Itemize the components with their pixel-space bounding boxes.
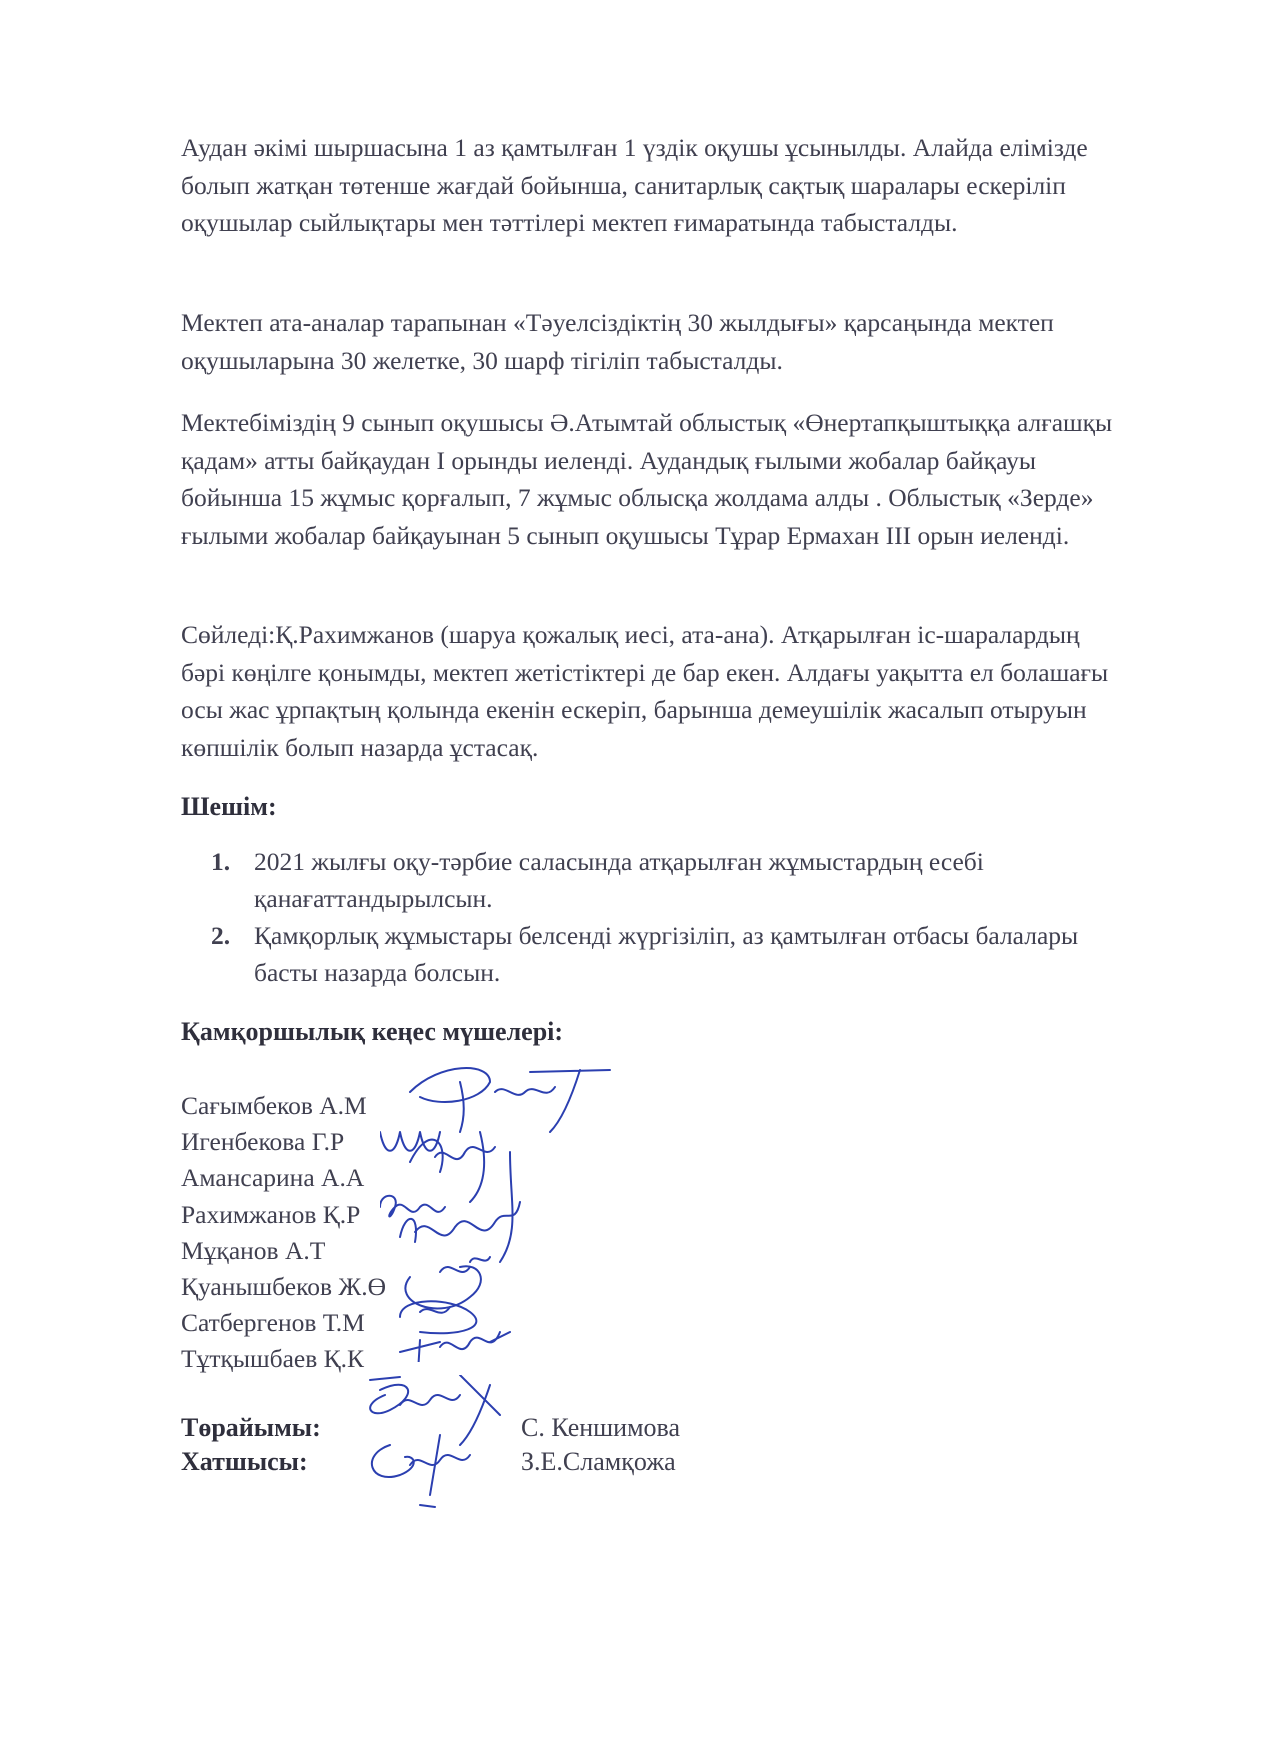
members-list	[181, 1088, 386, 1378]
decision-item	[181, 917, 1121, 991]
signature-stroke	[400, 1301, 476, 1333]
member-name: Сағымбеков А.М	[181, 1091, 367, 1120]
signature-stroke	[400, 1152, 520, 1262]
member-signatures	[380, 1062, 620, 1362]
signature-stroke	[400, 1332, 510, 1362]
member-name: Қуанышбеков Ж.Ө	[181, 1272, 387, 1302]
officer-name: З.Е.Сламқожа	[521, 1447, 676, 1476]
decision-number: 1.	[211, 847, 231, 876]
member-name: Рахимжанов Қ.Р	[181, 1199, 361, 1229]
member-name: Сатбергенов Т.М	[181, 1308, 365, 1338]
member-name: Тұтқышбаев Қ.К	[181, 1344, 365, 1374]
signature-stroke	[380, 1122, 440, 1172]
officer-role: Хатшысы:	[181, 1447, 308, 1476]
signature-stroke	[410, 1068, 610, 1132]
decision-item	[181, 843, 1121, 917]
decision-list	[181, 843, 1121, 991]
paragraph-3: Мектебіміздің 9 сынып оқушысы Ә.Атымтай облыстық «Өнертапқыштыққа алғашқы қадам» атты байқаудан І орынды иеленді. Аудандық ғылыми жобалар байқауы бойынша 15 жұмыс қорғалып, 7 жұмыс облысқа жолдама алды . Облыстық «Зерде» ғылыми жобалар байқауынан 5 сынып оқушысы Тұрар Ермахан ІІІ орын иеленді.	[181, 408, 1113, 550]
signature-stroke	[380, 1196, 445, 1217]
members-heading: Қамқоршылық кеңес мүшелері:	[181, 1017, 564, 1046]
decision-number: 2.	[211, 921, 231, 950]
member-name: Мұқанов А.Т	[181, 1235, 326, 1265]
officer-role: Төрайымы:	[181, 1413, 321, 1442]
member-name: Игенбекова Г.Р	[181, 1127, 345, 1157]
officer-name: С. Кеншимова	[521, 1413, 681, 1442]
signature-stroke	[405, 1257, 490, 1308]
decision-text: 2021 жылғы оқу-тәрбие саласында атқарылған жұмыстардың есебі қанағаттандырылсын.	[254, 847, 984, 913]
signature-stroke	[370, 1375, 500, 1445]
officer-signatures	[360, 1375, 520, 1515]
paragraph-2: Мектеп ата-аналар тарапынан «Тәуелсіздіктің 30 жылдығы» қарсаңында мектеп оқушыларына 30 желетке, 30 шарф тігіліп табысталды.	[181, 308, 1054, 375]
paragraph-1: Аудан әкімі шыршасына 1 аз қамтылған 1 үздік оқушы ұсынылды. Алайда елімізде болып жатқан төтенше жағдай бойынша, санитарлық сақтық шаралары ескеріліп оқушылар сыйлықтары мен тәттілері мектеп ғимаратында табысталды.	[181, 133, 1088, 237]
signature-stroke	[372, 1435, 470, 1507]
member-name: Амансарина А.А	[181, 1163, 365, 1193]
paragraph-4: Сөйледі:Қ.Рахимжанов (шаруа қожалық иесі, ата-ана). Атқарылған іс-шаралардың бәрі көңілге қонымды, мектеп жетістіктері де бар екен. Алдағы уақытта ел болашағы осы жас ұрпақтың қолында екенін ескеріп, барынша демеушілік жасалып отыруын көпшілік болып назарда ұстасақ.	[181, 620, 1109, 762]
decision-text: Қамқорлық жұмыстары белсенді жүргізіліп, аз қамтылған отбасы балалары басты назарда болсын.	[254, 921, 1079, 987]
decision-heading: Шешім:	[181, 792, 277, 821]
